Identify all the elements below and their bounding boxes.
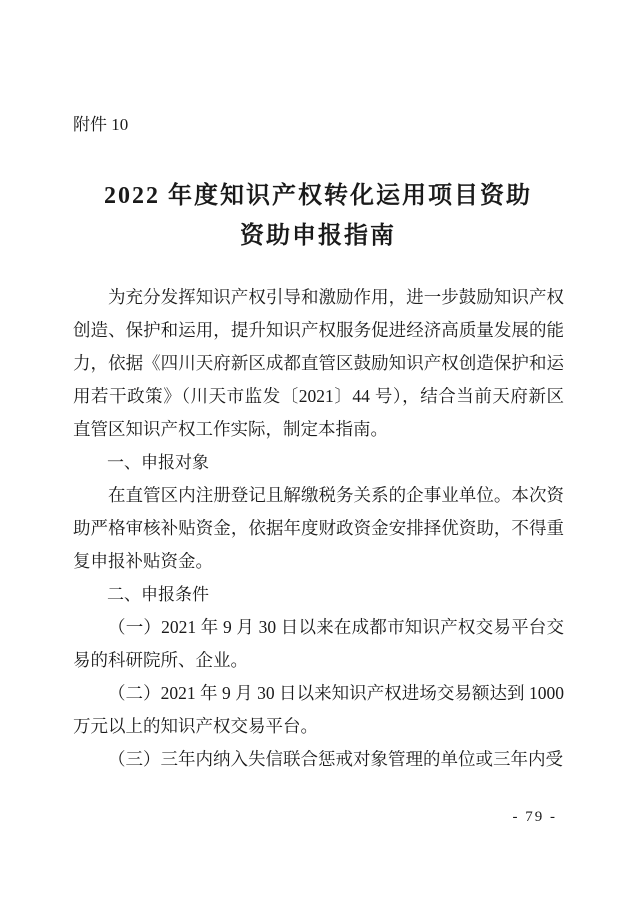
condition-item-3: （三）三年内纳入失信联合惩戒对象管理的单位或三年内受 xyxy=(108,749,563,769)
section-1-paragraph: 在直管区内注册登记且解缴税务关系的企事业单位。本次资助严格审核补贴资金，依据年度财政资金安排择优资助，不得重复申报补贴资金。 xyxy=(73,485,564,571)
intro-paragraph: 为充分发挥知识产权引导和激励作用，进一步鼓励知识产权创造、保护和运用，提升知识产权服务促进经济高质量发展的能力，依据《四川天府新区成都直管区鼓励知识产权创造保护和运用若干政策》（川天市监发〔2021〕44 号），结合当前天府新区直管区知识产权工作实际，制定本指南。 xyxy=(73,287,564,439)
document-body xyxy=(73,281,564,776)
condition-item-1: （一）2021 年 9 月 30 日以来在成都市知识产权交易平台交易的科研院所、企业。 xyxy=(73,617,564,670)
title-line-2: 资助申报指南 xyxy=(240,223,396,249)
document-title xyxy=(0,176,636,256)
section-1-heading: 一、申报对象 xyxy=(107,453,209,472)
page-number: - 79 - xyxy=(512,809,557,825)
condition-item-2: （二）2021 年 9 月 30 日以来知识产权进场交易额达到 1000 万元以上的知识产权交易平台。 xyxy=(73,683,564,736)
title-line-1: 2022 年度知识产权转化运用项目资助 xyxy=(104,183,532,209)
attachment-label: 附件 10 xyxy=(73,115,129,134)
section-2-heading: 二、申报条件 xyxy=(107,585,209,604)
